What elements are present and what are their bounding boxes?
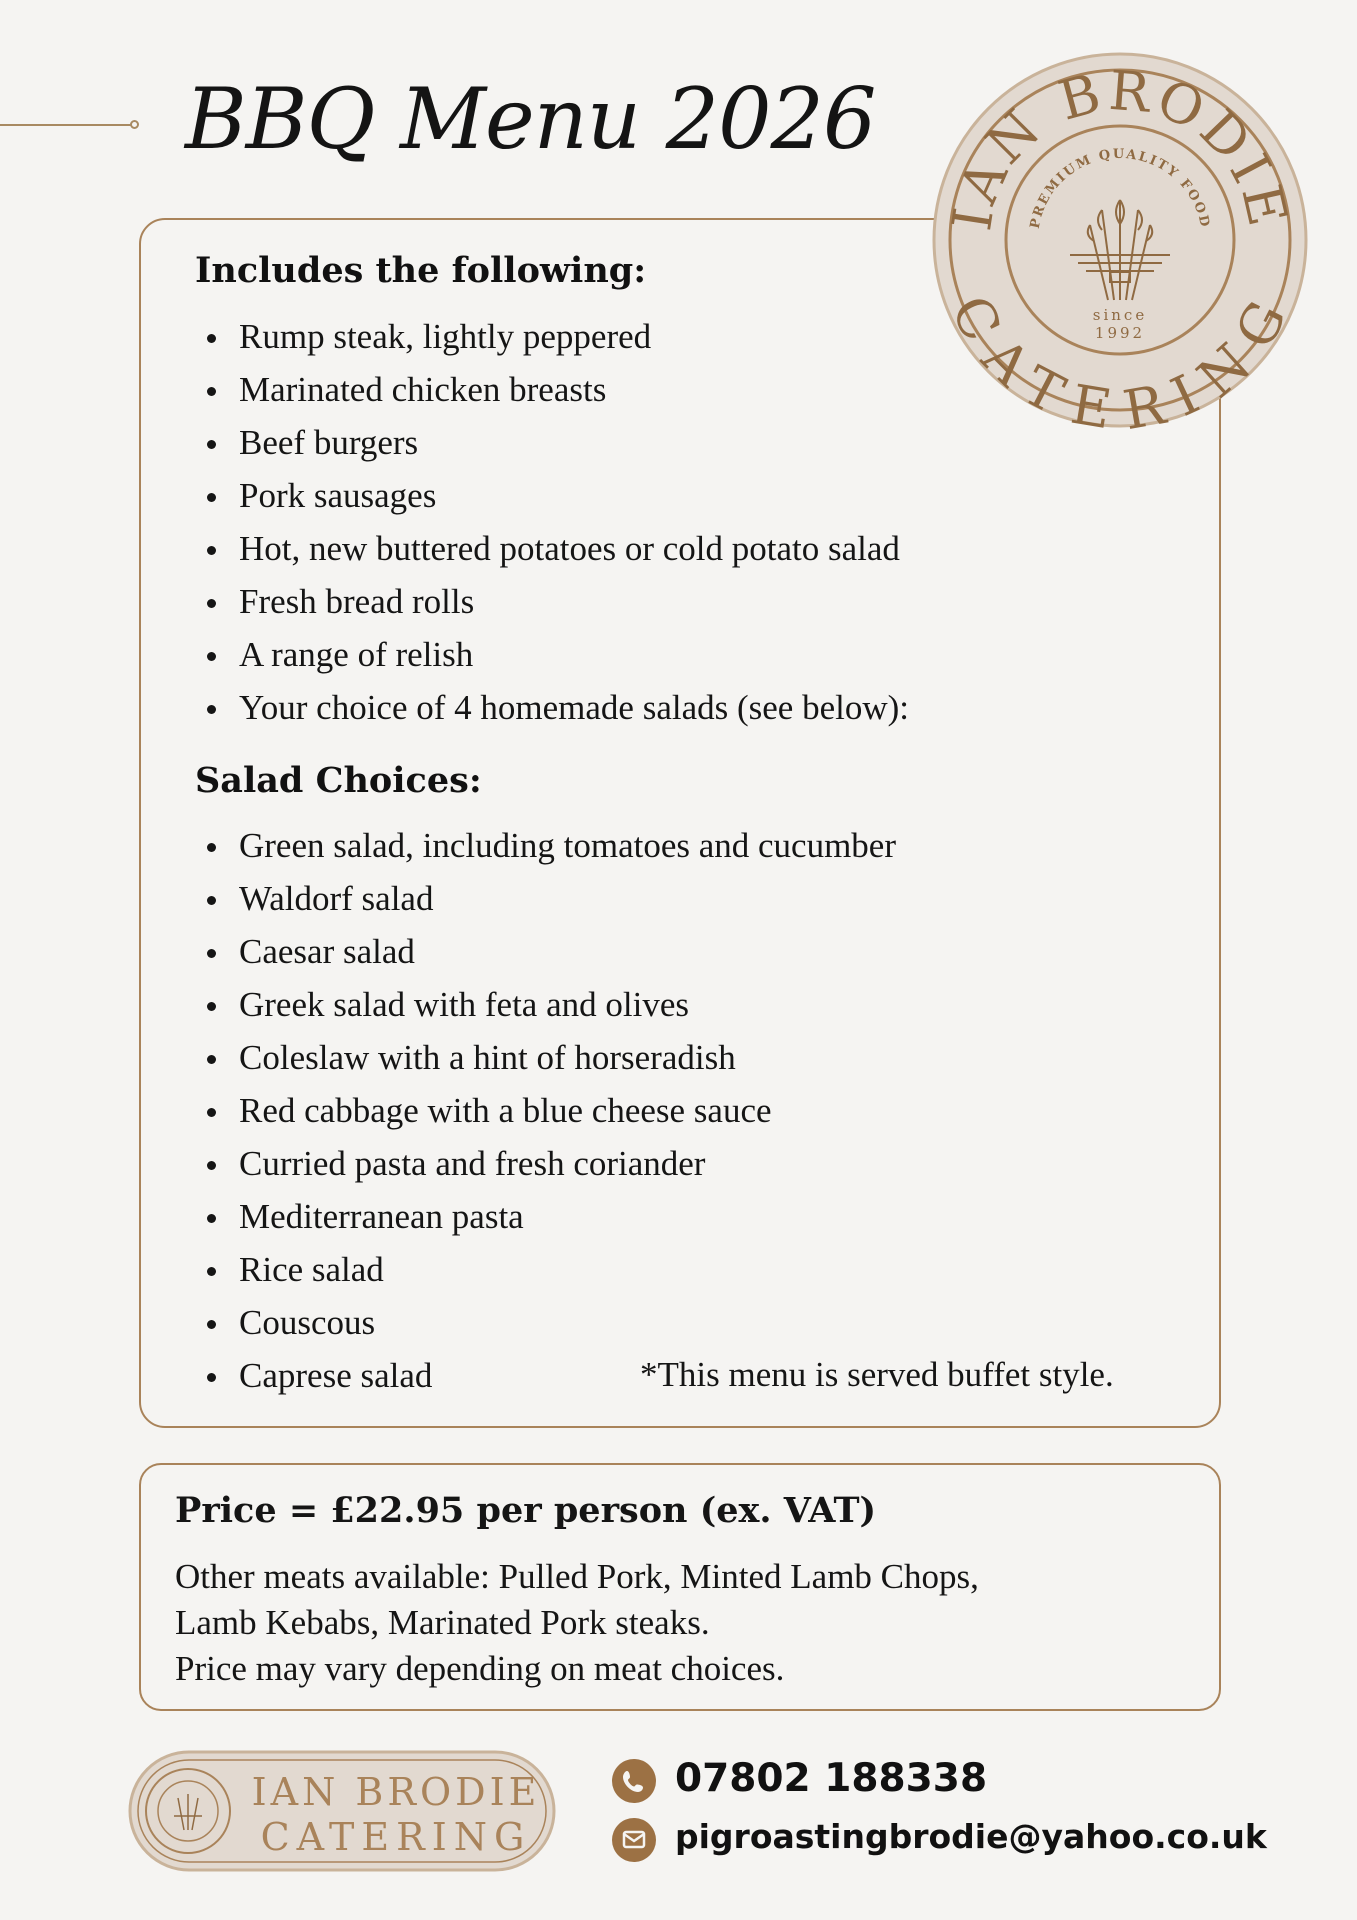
bullet (207, 1214, 216, 1223)
footer-brand-logo (128, 1750, 556, 1872)
seal-year: 1992 (1094, 324, 1146, 342)
bullet (207, 652, 216, 661)
seal-since: since (1092, 306, 1148, 324)
email-address[interactable]: pigroastingbrodie@yahoo.co.uk (675, 1817, 1267, 1856)
buffet-note: *This menu is served buffet style. (640, 1355, 1114, 1394)
bullet (207, 493, 216, 502)
bullet (207, 843, 216, 852)
price-heading: Price = £22.95 per person (ex. VAT) (175, 1490, 877, 1531)
bullet (207, 1320, 216, 1329)
phone-number[interactable]: 07802 188338 (675, 1756, 988, 1801)
salad-choices-heading: Salad Choices: (195, 760, 482, 801)
brand-seal-logo (930, 50, 1310, 430)
bullet (207, 949, 216, 958)
bullet (207, 440, 216, 449)
bullet (207, 705, 216, 714)
price-note-line: Other meats available: Pulled Pork, Minted Lamb Chops, (175, 1557, 979, 1596)
email-icon (612, 1818, 656, 1862)
bullet (207, 1267, 216, 1276)
footer-brand-line2: CATERING (260, 1815, 532, 1859)
footer-brand-line1: IAN BRODIE (251, 1770, 541, 1814)
bullet (207, 1002, 216, 1011)
price-note-line: Lamb Kebabs, Marinated Pork steaks. (175, 1603, 710, 1642)
seal-brand-line1: IAN BRODIE (940, 58, 1301, 236)
bullet (207, 334, 216, 343)
phone-icon (612, 1759, 656, 1803)
includes-heading: Includes the following: (195, 250, 647, 291)
decorative-dot (130, 120, 139, 129)
page-title: BBQ Menu 2026 (185, 70, 876, 168)
bullet (207, 1373, 216, 1382)
bullet (207, 387, 216, 396)
decorative-line (0, 124, 134, 126)
bullet (207, 599, 216, 608)
seal-tagline: PREMIUM QUALITY FOOD (1027, 146, 1213, 231)
bullet (207, 1055, 216, 1064)
bullet (207, 896, 216, 905)
bullet (207, 1108, 216, 1117)
bullet (207, 546, 216, 555)
price-note-line: Price may vary depending on meat choices. (175, 1649, 785, 1688)
bullet (207, 1161, 216, 1170)
seal-brand-line2: CATERING (938, 285, 1302, 430)
